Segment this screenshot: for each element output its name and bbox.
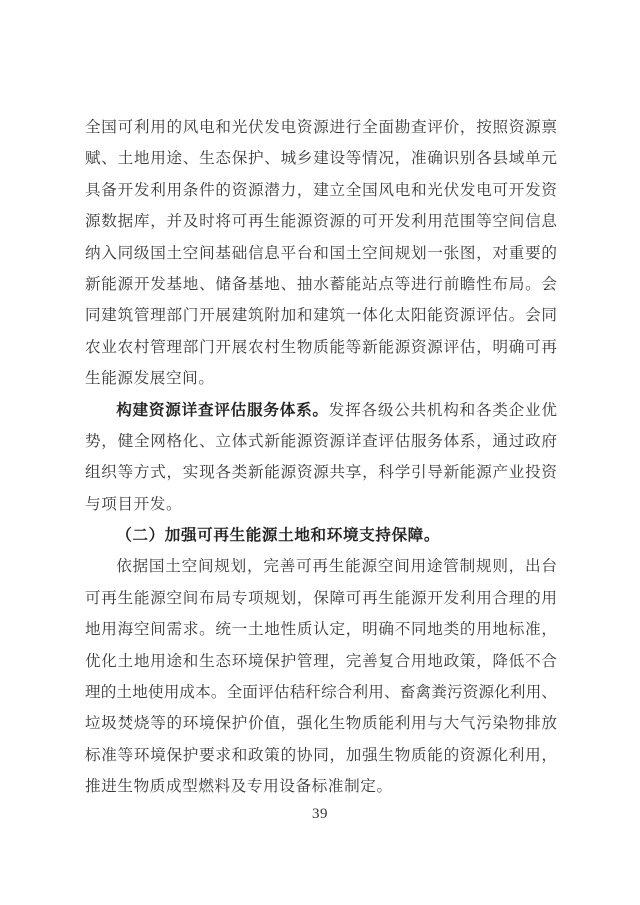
text-line — [85, 646, 557, 677]
text-line-content: 发挥各级公共机构和各类企业优 — [328, 401, 557, 419]
text-line-content: 新能源开发基地、储备基地、抽水蓄能站点等进行前瞻性布局。会 — [85, 275, 557, 293]
text-line — [85, 457, 557, 488]
page-number: 39 — [312, 806, 328, 822]
text-line-content: 组织等方式，实现各类新能源资源共享，科学引导新能源产业投资 — [85, 464, 557, 482]
text-line-content: 农业农村管理部门开展农村生物质能等新能源资源评估，明确可再 — [85, 338, 557, 356]
text-line — [85, 300, 557, 331]
text-line — [85, 143, 557, 174]
text-line-content: 垃圾焚烧等的环境保护价值，强化生物质能利用与大气污染物排放 — [85, 715, 557, 733]
text-line — [85, 175, 557, 206]
text-line-content: 与项目开发。 — [85, 495, 183, 513]
text-line-content: 依据国土空间规划，完善可再生能源空间用途管制规则，出台 — [116, 558, 557, 576]
text-line — [85, 426, 557, 457]
text-line-content: 推进生物质成型燃料及专用设备标准制定。 — [85, 778, 393, 796]
text-line-content: 理的土地使用成本。全面评估秸秆综合利用、畜禽粪污资源化利用、 — [85, 684, 557, 702]
text-line — [85, 238, 557, 269]
text-line — [85, 112, 557, 143]
text-line-content: 标准等环境保护要求和政策的协同，加强生物质能的资源化利用， — [85, 746, 557, 764]
text-line-content: 势，健全网格化、立体式新能源资源详查评估服务体系，通过政府 — [85, 432, 557, 450]
text-line — [85, 740, 557, 771]
text-line-content: 生能源发展空间。 — [85, 370, 215, 388]
text-line — [85, 332, 557, 363]
text-line — [85, 551, 557, 582]
text-line — [85, 583, 557, 614]
text-line-content: 源数据库，并及时将可再生能源资源的可开发利用范围等空间信息 — [85, 213, 557, 231]
text-line-content: 具备开发利用条件的资源潜力，建立全国风电和光伏发电可开发资 — [85, 181, 557, 199]
text-line — [85, 771, 557, 802]
bold-lead-in: 构建资源详查评估服务体系。 — [116, 401, 329, 419]
text-line-content: 赋、土地用途、生态保护、城乡建设等情况，准确识别各县域单元 — [85, 150, 557, 168]
text-line — [85, 489, 557, 520]
text-line — [85, 395, 557, 426]
text-line-content: 纳入同级国土空间基础信息平台和国土空间规划一张图，对重要的 — [85, 244, 557, 262]
text-line — [85, 269, 557, 300]
text-line — [85, 206, 557, 237]
text-line-content: 同建筑管理部门开展建筑附加和建筑一体化太阳能资源评估。会同 — [85, 307, 557, 325]
text-line — [85, 708, 557, 739]
section-heading-text: （二）加强可再生能源土地和环境支持保障。 — [116, 527, 441, 545]
text-line-content: 可再生能源空间布局专项规划，保障可再生能源开发利用合理的用 — [85, 589, 557, 607]
text-line — [85, 677, 557, 708]
text-block — [85, 112, 557, 803]
text-line — [85, 363, 557, 394]
text-line-content: 全国可利用的风电和光伏发电资源进行全面勘查评价，按照资源禀 — [85, 119, 557, 136]
section-heading — [85, 520, 557, 551]
text-line — [85, 614, 557, 645]
text-line-content: 优化土地用途和生态环境保护管理，完善复合用地政策，降低不合 — [85, 652, 557, 670]
text-line-content: 地用海空间需求。统一土地性质认定，明确不同地类的用地标准， — [85, 621, 557, 639]
